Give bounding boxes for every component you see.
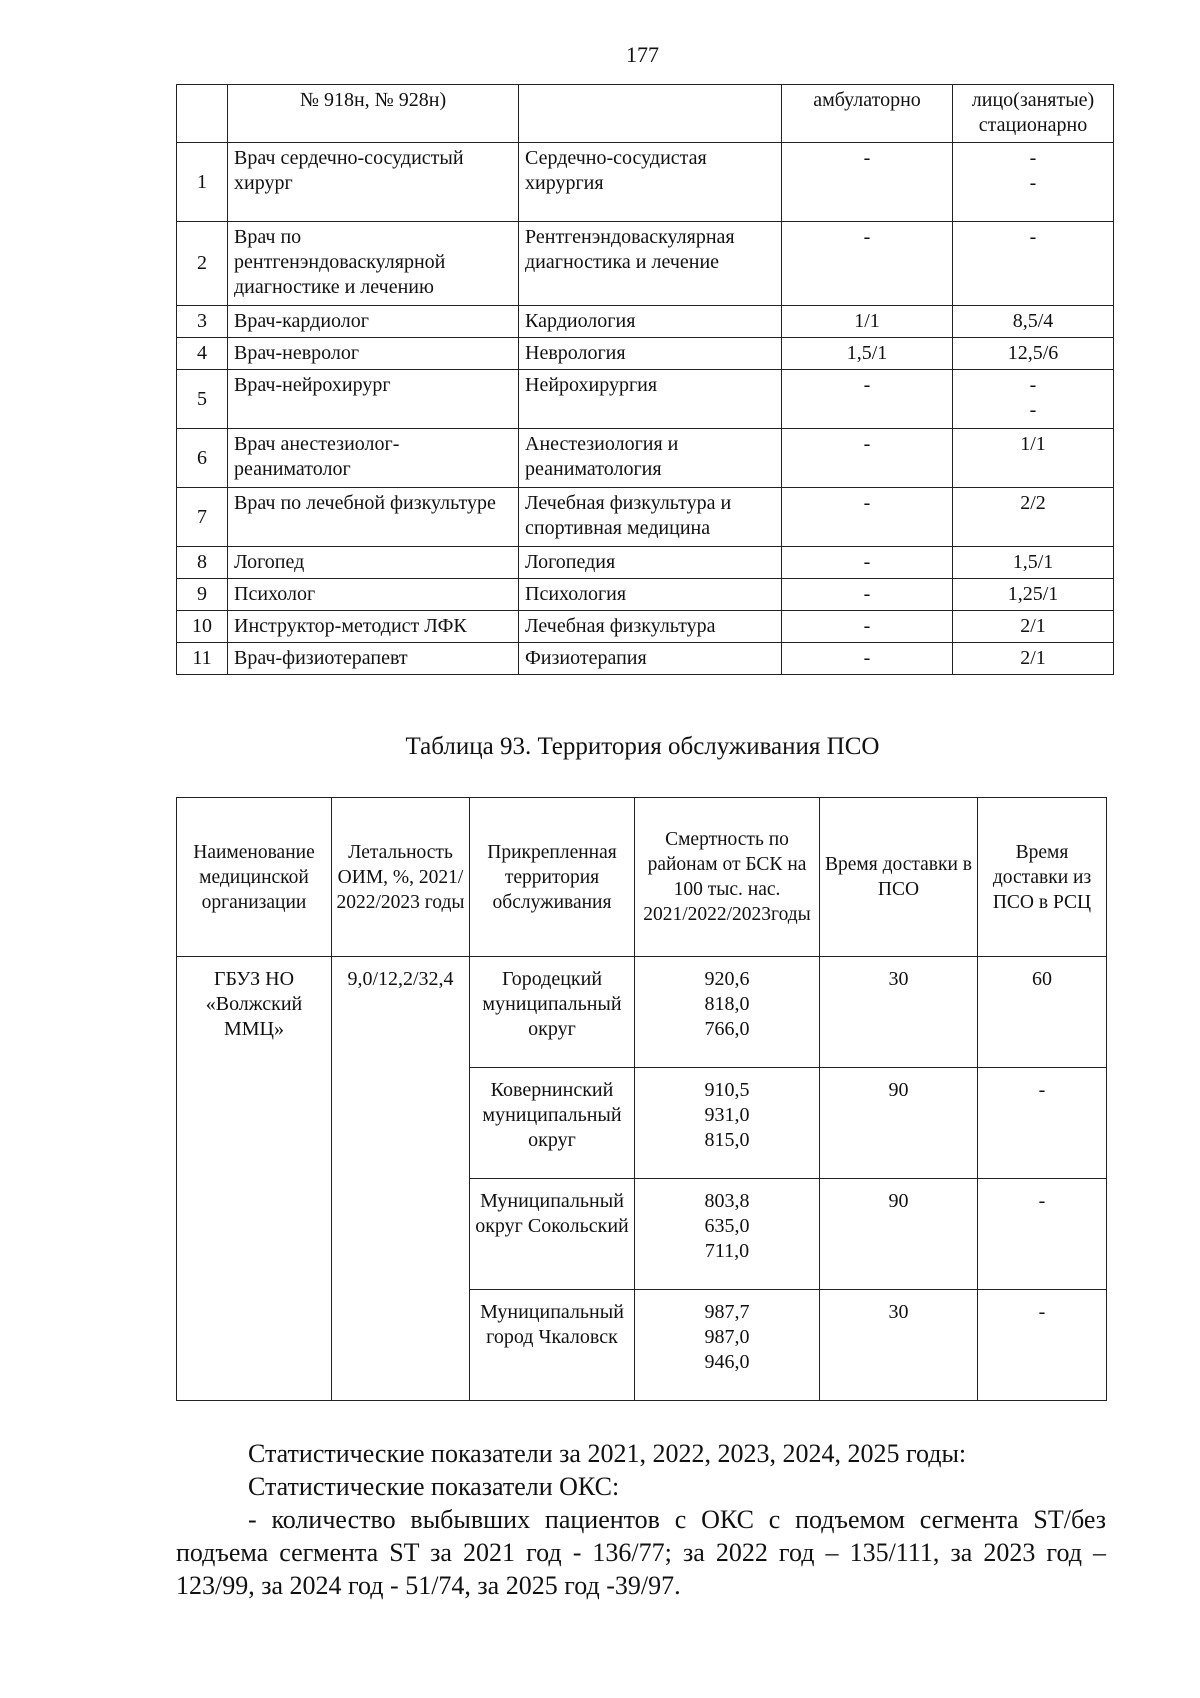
bsk-mortality-cell: 920,6 818,0 766,0 [635,957,820,1068]
table-row [177,429,1114,488]
bsk-mortality-cell: 987,7 987,0 946,0 [635,1290,820,1401]
position-cell: Инструктор-методист ЛФК [228,611,519,643]
staff-table [176,84,1114,675]
territory-cell: Муниципальный округ Сокольский [470,1179,635,1290]
table-row [177,611,1114,643]
pso-header-cell: Прикрепленная территория обслуживания [470,798,635,957]
inpatient-cell: 12,5/6 [953,338,1114,370]
position-cell: Логопед [228,547,519,579]
row-number-cell: 10 [177,611,228,643]
page-number: 177 [626,42,659,67]
table-row [177,338,1114,370]
header-outpatient-cell: амбулаторно [782,85,953,143]
header-position-cell: № 918н, № 928н) [228,85,519,143]
stats-paragraph-3: - количество выбывших пациентов с ОКС с подъемом сегмента ST/без подъема сегмента ST за 2021 год - 136/77; за 2022 год – 135/111, за 2023 год – 123/99, за 2024 год - 51/74, за 2025 год -39/97. [176,1505,1106,1600]
inpatient-cell: 8,5/4 [953,306,1114,338]
pso-header-cell: Смертность по районам от БСК на 100 тыс. нас. 2021/2022/2023годы [635,798,820,957]
profile-cell: Психология [519,579,782,611]
table-row [177,547,1114,579]
outpatient-cell: 1,5/1 [782,338,953,370]
profile-cell: Анестезиология и реаниматология [519,429,782,488]
table-row [177,488,1114,547]
inpatient-cell: 1,5/1 [953,547,1114,579]
territory-cell: Муниципальный город Чкаловск [470,1290,635,1401]
position-cell: Врач сердечно-сосудистый хирург [228,143,519,222]
header-inpatient-cell: лицо(занятые) стационарно [953,85,1114,143]
row-number-cell: 3 [177,306,228,338]
inpatient-cell: 1,25/1 [953,579,1114,611]
profile-cell: Лечебная физкультура и спортивная медицина [519,488,782,547]
outpatient-cell: - [782,488,953,547]
position-cell: Врач по лечебной физкультуре [228,488,519,547]
oim-mortality-cell: 9,0/12,2/32,4 [332,957,470,1401]
outpatient-cell: - [782,143,953,222]
bsk-mortality-cell: 910,5 931,0 815,0 [635,1068,820,1179]
row-number-cell: 9 [177,579,228,611]
profile-cell: Неврология [519,338,782,370]
profile-cell: Сердечно-сосудистая хирургия [519,143,782,222]
bsk-mortality-cell: 803,8 635,0 711,0 [635,1179,820,1290]
pso-header-cell: Время доставки в ПСО [820,798,978,957]
delivery-to-pso-cell: 90 [820,1179,978,1290]
table-row [177,579,1114,611]
row-number-cell: 11 [177,643,228,675]
outpatient-cell: - [782,643,953,675]
table-row [177,222,1114,306]
profile-cell: Нейрохирургия [519,370,782,429]
outpatient-cell: - [782,611,953,643]
profile-cell: Лечебная физкультура [519,611,782,643]
outpatient-cell: - [782,370,953,429]
delivery-to-pso-cell: 30 [820,957,978,1068]
inpatient-cell: - - [953,370,1114,429]
inpatient-cell: 2/1 [953,611,1114,643]
inpatient-cell: 2/2 [953,488,1114,547]
delivery-to-pso-cell: 90 [820,1068,978,1179]
delivery-to-pso-cell: 30 [820,1290,978,1401]
row-number-cell: 4 [177,338,228,370]
row-number-cell: 8 [177,547,228,579]
profile-cell: Логопедия [519,547,782,579]
stats-paragraph-2: Статистические показатели ОКС: [248,1472,620,1501]
table93-caption: Таблица 93. Территория обслуживания ПСО [405,733,880,760]
position-cell: Психолог [228,579,519,611]
outpatient-cell: - [782,579,953,611]
profile-cell: Кардиология [519,306,782,338]
profile-cell: Рентгенэндоваскулярная диагностика и лечение [519,222,782,306]
table-row [177,643,1114,675]
row-number-cell: 1 [177,143,228,222]
pso-header-cell: Летальность ОИМ, %, 2021/ 2022/2023 годы [332,798,470,957]
position-cell: Врач-кардиолог [228,306,519,338]
inpatient-cell: - [953,222,1114,306]
inpatient-cell: 2/1 [953,643,1114,675]
staff-header-row [177,85,1114,143]
pso-header-cell: Наименование медицинской организации [177,798,332,957]
inpatient-cell: - - [953,143,1114,222]
delivery-to-rsc-cell: - [978,1290,1107,1401]
stats-paragraph-1: Статистические показатели за 2021, 2022, 2023, 2024, 2025 годы: [248,1439,967,1468]
delivery-to-rsc-cell: - [978,1068,1107,1179]
row-number-cell: 5 [177,370,228,429]
position-cell: Врач-физиотерапевт [228,643,519,675]
table-row [177,143,1114,222]
pso-table [176,797,1107,1401]
profile-cell: Физиотерапия [519,643,782,675]
territory-cell: Ковернинский муниципальный округ [470,1068,635,1179]
pso-header-row [177,798,1107,957]
outpatient-cell: - [782,222,953,306]
outpatient-cell: - [782,547,953,579]
territory-cell: Городецкий муниципальный округ [470,957,635,1068]
table-row [177,957,1107,1068]
position-cell: Врач по рентгенэндоваскулярной диагностике и лечению [228,222,519,306]
pso-header-cell: Время доставки из ПСО в РСЦ [978,798,1107,957]
header-profile-cell [519,85,782,143]
outpatient-cell: - [782,429,953,488]
outpatient-cell: 1/1 [782,306,953,338]
delivery-to-rsc-cell: - [978,1179,1107,1290]
row-number-cell: 2 [177,222,228,306]
organization-cell: ГБУЗ НО «Волжский ММЦ» [177,957,332,1401]
position-cell: Врач-нейрохирург [228,370,519,429]
table-row [177,370,1114,429]
position-cell: Врач-невролог [228,338,519,370]
row-number-cell: 7 [177,488,228,547]
inpatient-cell: 1/1 [953,429,1114,488]
header-num-cell [177,85,228,143]
delivery-to-rsc-cell: 60 [978,957,1107,1068]
row-number-cell: 6 [177,429,228,488]
table-row [177,306,1114,338]
position-cell: Врач анестезиолог-реаниматолог [228,429,519,488]
